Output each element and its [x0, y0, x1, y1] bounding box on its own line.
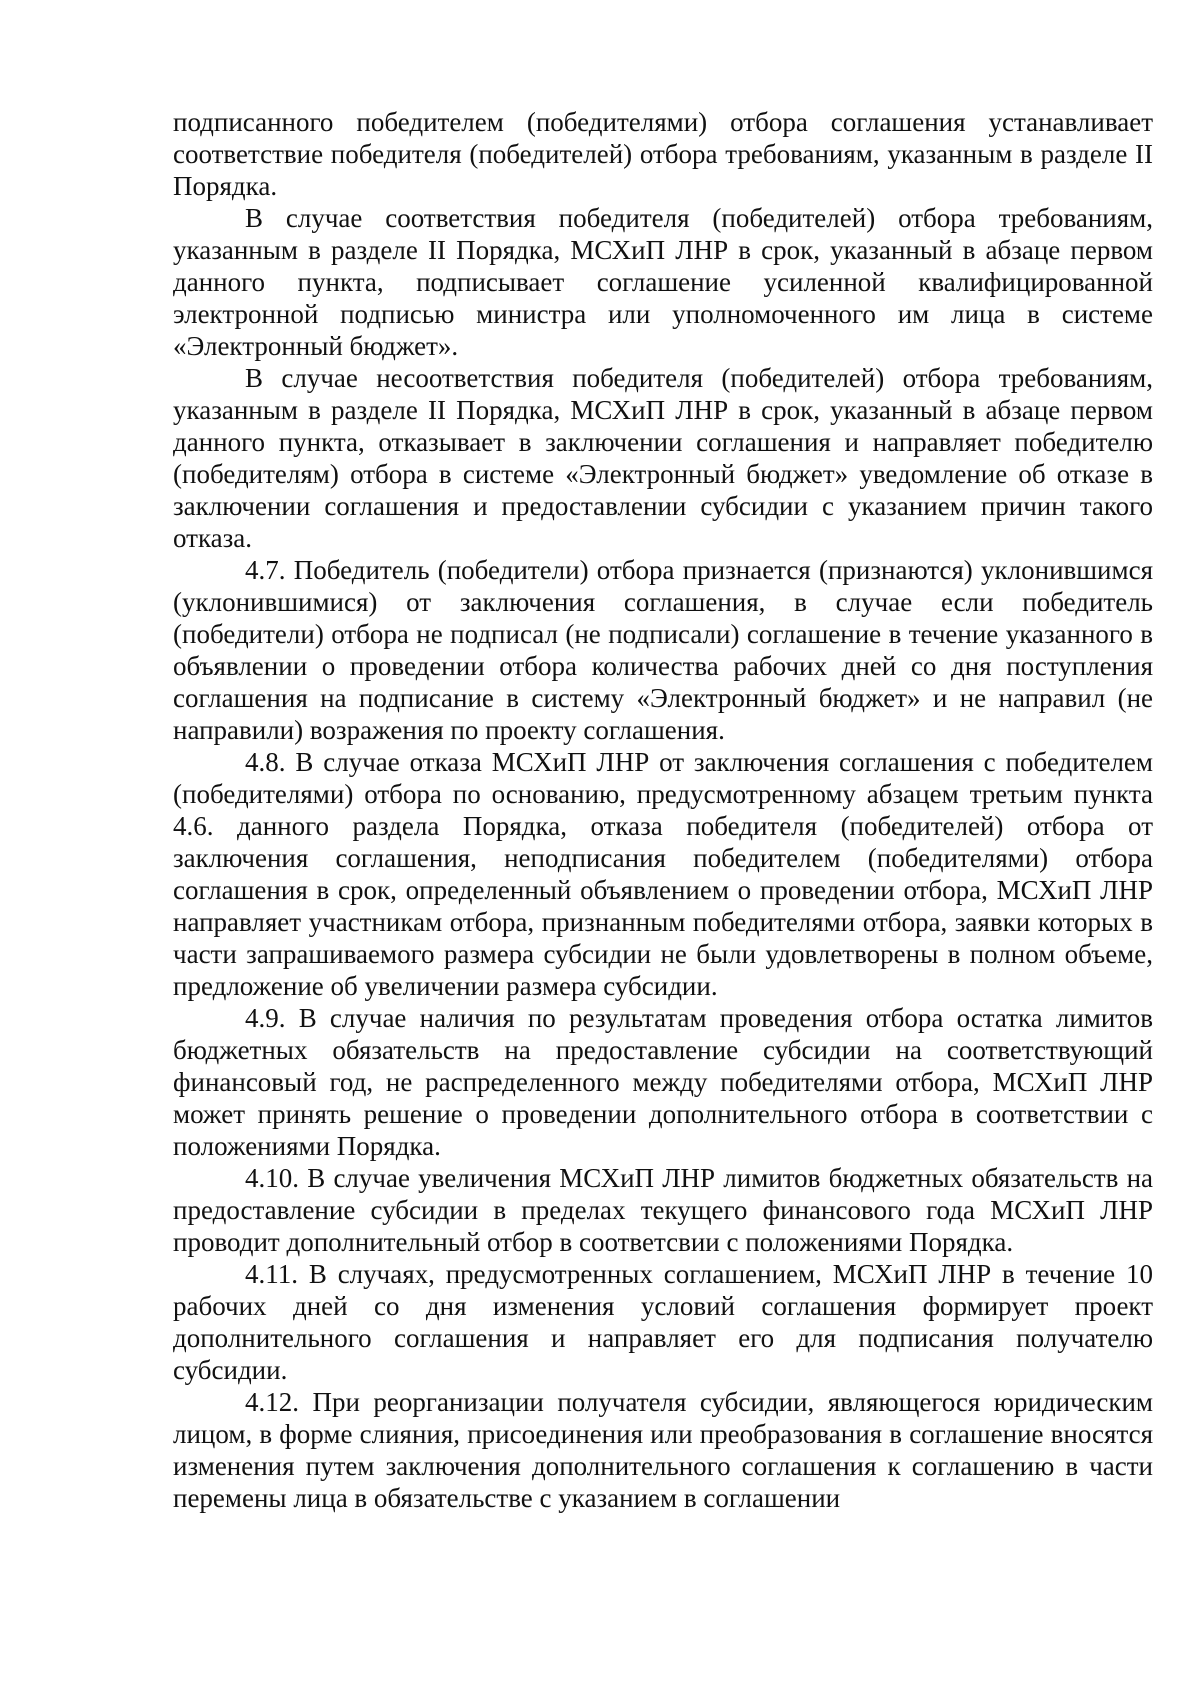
paragraph-conformity: В случае соответствия победителя (победителей) отбора требованиям, указанным в разделе II Порядка, МСХиП ЛНР в срок, указанный в абзаце первом данного пункта, подписывает соглашение усиленной квалифицированной электронной подписью министра или уполномоченного им лица в системе «Электронный бюджет». — [173, 203, 1153, 361]
paragraph-4-12: 4.12. При реорганизации получателя субсидии, являющегося юридическим лицом, в форме слияния, присоединения или преобразования в соглашение вносятся изменения путем заключения дополнительного соглашения к соглашению в части перемены лица в обязательстве с указанием в соглашении — [173, 1387, 1153, 1513]
paragraph-4-11: 4.11. В случаях, предусмотренных соглашением, МСХиП ЛНР в течение 10 рабочих дней со дня изменения условий соглашения формирует проект дополнительного соглашения и направляет его для подписания получателю субсидии. — [173, 1259, 1153, 1385]
paragraph-continuation: подписанного победителем (победителями) отбора соглашения устанавливает соответствие победителя (победителей) отбора требованиям, указанным в разделе II Порядка. — [173, 107, 1153, 201]
paragraph-nonconformity: В случае несоответствия победителя (победителей) отбора требованиям, указанным в разделе II Порядка, МСХиП ЛНР в срок, указанный в абзаце первом данного пункта, отказывает в заключении соглашения и направляет победителю (победителям) отбора в системе «Электронный бюджет» уведомление об отказе в заключении соглашения и предоставлении субсидии с указанием причин такого отказа. — [173, 363, 1153, 553]
paragraph-4-9: 4.9. В случае наличия по результатам проведения отбора остатка лимитов бюджетных обязательств на предоставление субсидии на соответствующий финансовый год, не распределенного между победителями отбора, МСХиП ЛНР может принять решение о проведении дополнительного отбора в соответствии с положениями Порядка. — [173, 1003, 1153, 1161]
document-body — [173, 106, 1153, 1514]
paragraph-4-7: 4.7. Победитель (победители) отбора признается (признаются) уклонившимся (уклонившимися) от заключения соглашения, в случае если победитель (победители) отбора не подписал (не подписали) соглашение в течение указанного в объявлении о проведении отбора количества рабочих дней со дня поступления соглашения на подписание в систему «Электронный бюджет» и не направил (не направили) возражения по проекту соглашения. — [173, 555, 1153, 745]
paragraph-4-8: 4.8. В случае отказа МСХиП ЛНР от заключения соглашения с победителем (победителями) отбора по основанию, предусмотренному абзацем третьим пункта 4.6. данного раздела Порядка, отказа победителя (победителей) отбора от заключения соглашения, неподписания победителем (победителями) отбора соглашения в срок, определенный объявлением о проведении отбора, МСХиП ЛНР направляет участникам отбора, признанным победителями отбора, заявки которых в части запрашиваемого размера субсидии не были удовлетворены в полном объеме, предложение об увеличении размера субсидии. — [173, 747, 1153, 1001]
paragraph-4-10: 4.10. В случае увеличения МСХиП ЛНР лимитов бюджетных обязательств на предоставление субсидии в пределах текущего финансового года МСХиП ЛНР проводит дополнительный отбор в соответсвии с положениями Порядка. — [173, 1163, 1153, 1257]
